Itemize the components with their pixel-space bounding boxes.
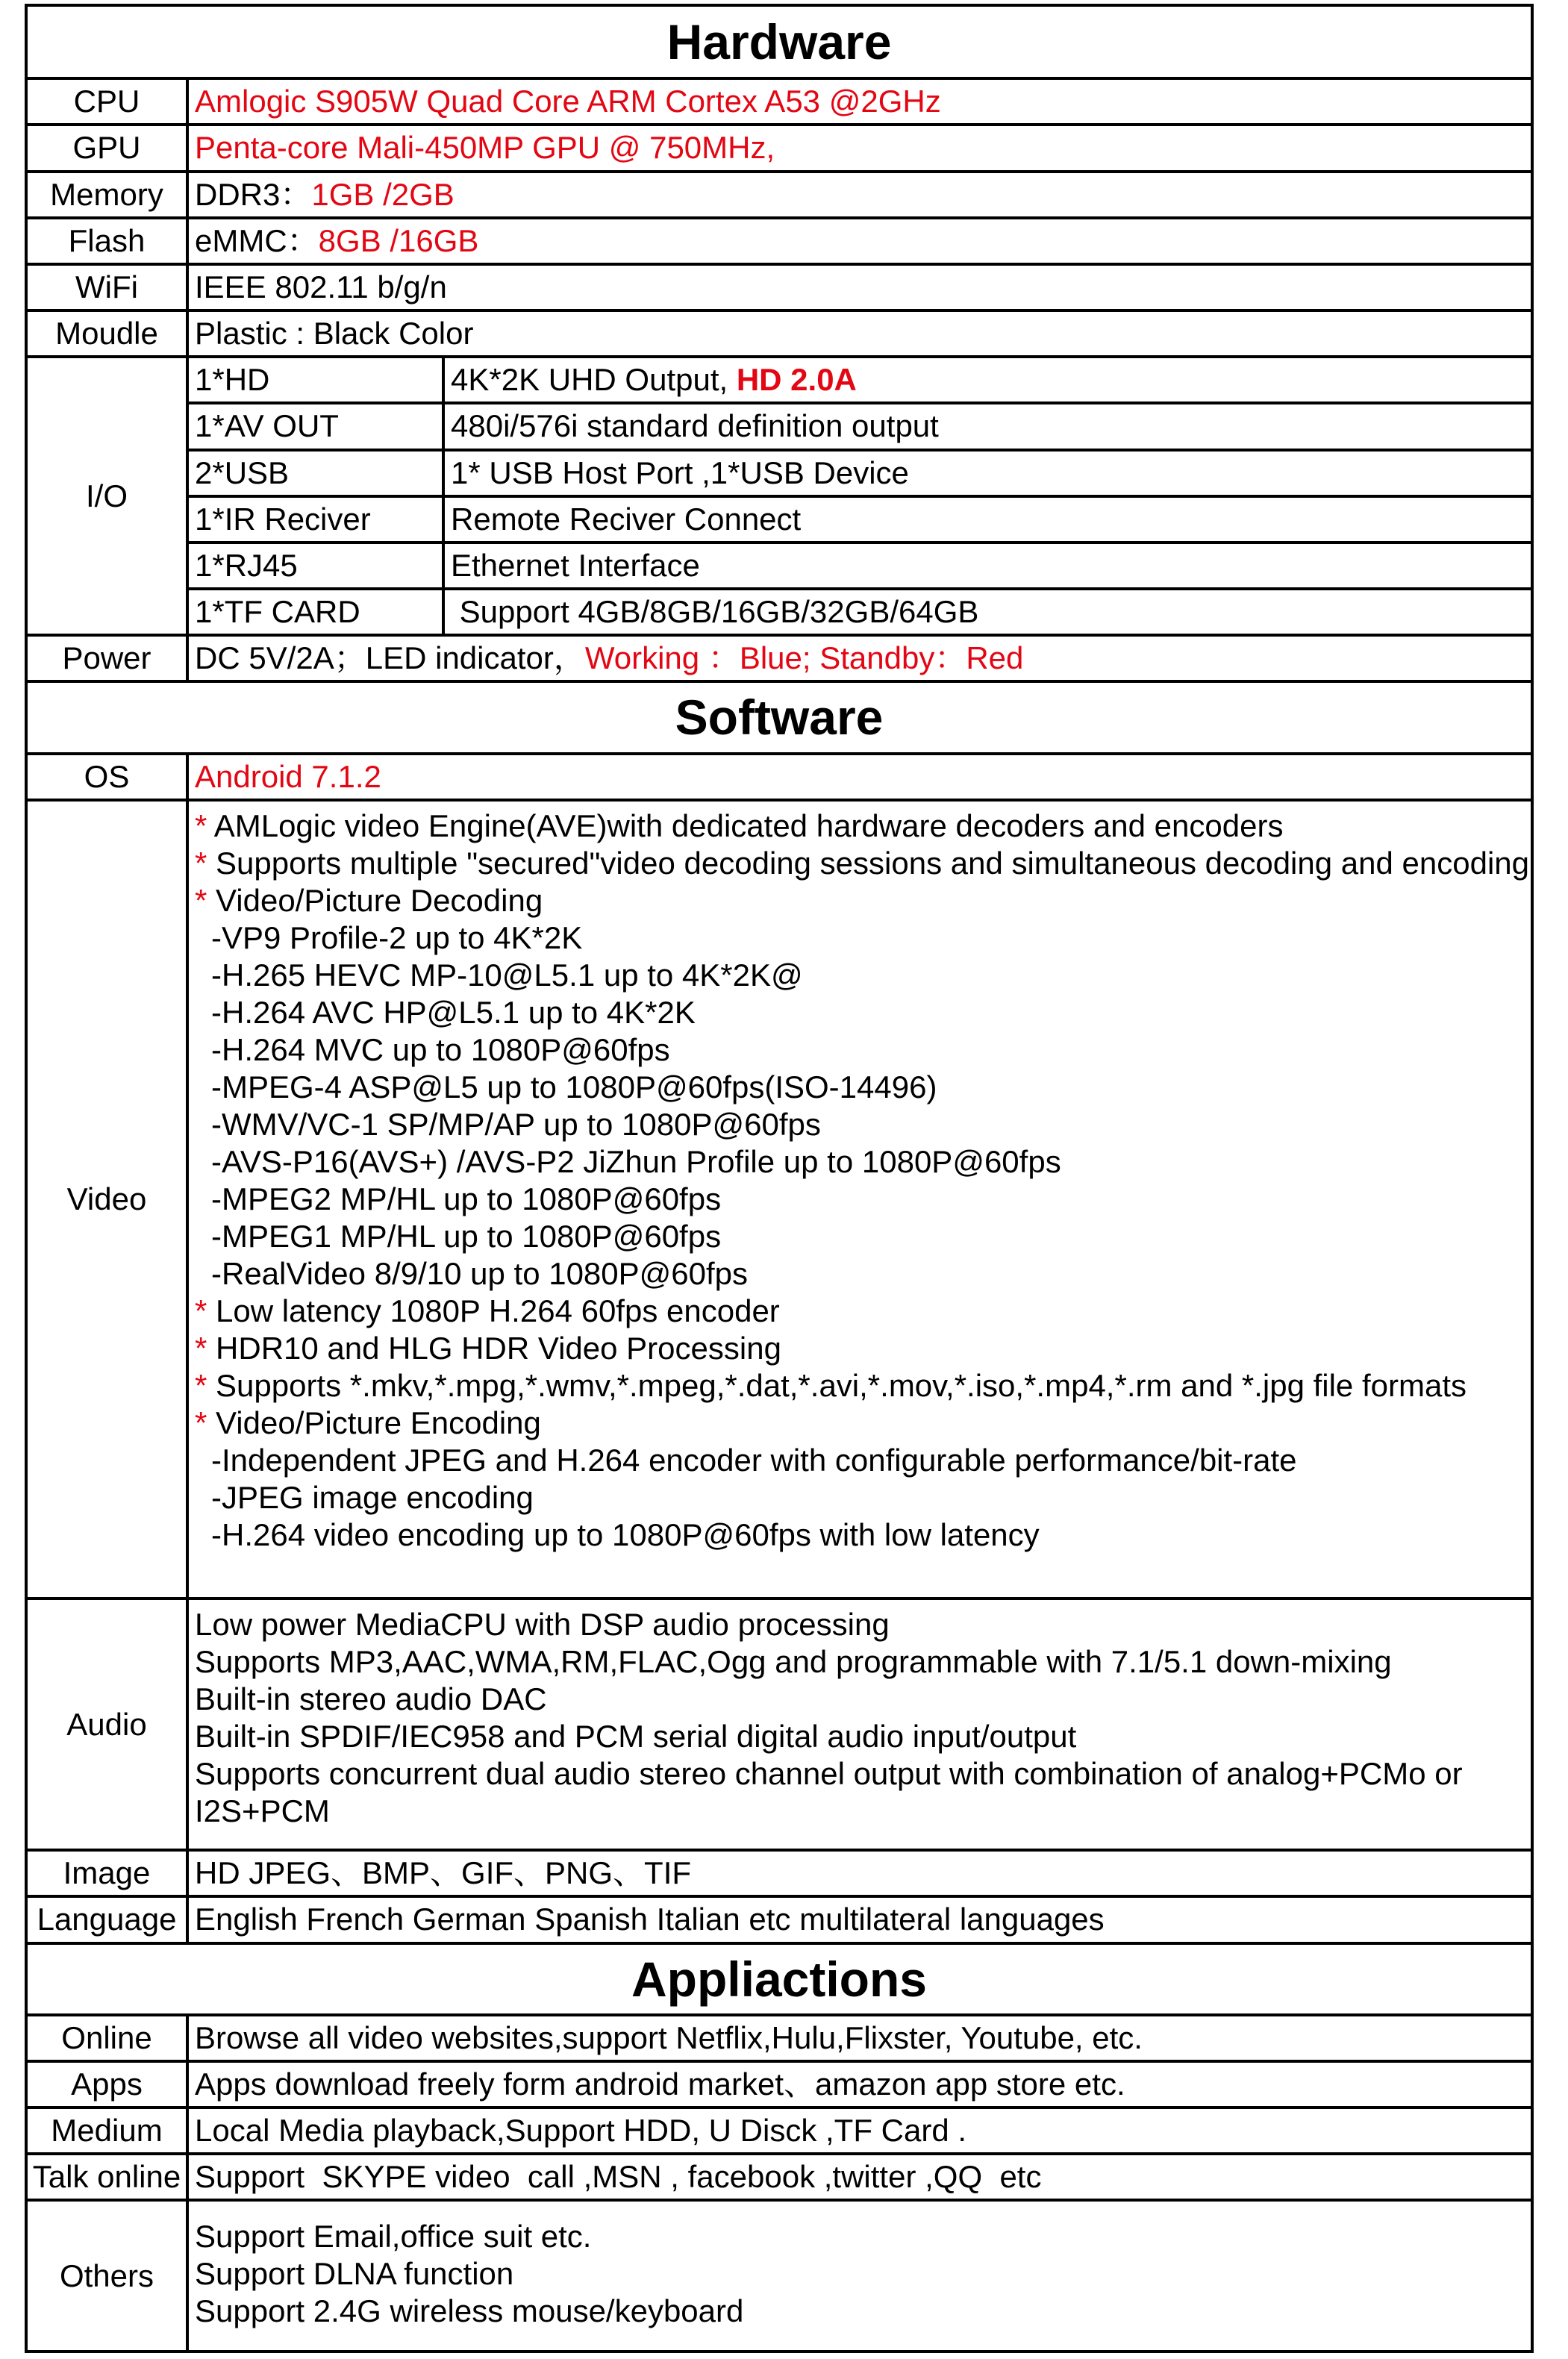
cpu-label: CPU (26, 78, 187, 125)
audio-label: Audio (26, 1599, 187, 1850)
image-value: HD JPEG、BMP、GIF、PNG、TIF (187, 1850, 1532, 1896)
applications-section-title: Appliactions (26, 1943, 1532, 2015)
bullet-star: * (195, 1405, 207, 1440)
video-features (187, 800, 1532, 1599)
memory-label: Memory (26, 172, 187, 218)
video-feature-item (195, 1367, 1531, 1405)
os-label: OS (26, 754, 187, 800)
io-desc-highlight: HD 2.0A (736, 362, 857, 398)
video-feature-item (195, 1405, 1531, 1442)
video-line-text: Low latency 1080P H.264 60fps encoder (207, 1293, 780, 1328)
others-label: Others (26, 2200, 187, 2352)
io-port: 1*TF CARD (187, 589, 443, 635)
audio-line: Built-in stereo audio DAC (195, 1681, 547, 1717)
video-codec-item (195, 1442, 1531, 1479)
language-value: English French German Spanish Italian etc multilateral languages (187, 1896, 1532, 1943)
others-features (187, 2200, 1532, 2352)
online-value: Browse all video websites,support Netflix,Hulu,Flixster, Youtube, etc. (187, 2015, 1532, 2061)
wifi-label: WiFi (26, 264, 187, 310)
io-port: 1*IR Reciver (187, 496, 443, 543)
video-codec-item (195, 1143, 1531, 1181)
bullet-star: * (195, 1367, 207, 1403)
others-line: Support DLNA function (195, 2256, 514, 2292)
video-line-text: Video/Picture Decoding (207, 882, 543, 918)
others-line: Support 2.4G wireless mouse/keyboard (195, 2293, 744, 2329)
bullet-star: * (195, 1293, 207, 1328)
video-codec-item (195, 1069, 1531, 1106)
apps-value: Apps download freely form android market、amazon app store etc. (187, 2061, 1532, 2108)
video-line-text: Supports multiple "secured"video decoding sessions and simultaneous decoding and encoding (207, 845, 1529, 881)
spec-table (25, 4, 1534, 2353)
audio-features (187, 1599, 1532, 1850)
io-desc: Support 4GB/8GB/16GB/32GB/64GB (443, 589, 1532, 635)
video-feature-item (195, 882, 1531, 919)
video-feature-item (195, 845, 1531, 882)
audio-line: Built-in SPDIF/IEC958 and PCM serial digital audio input/output (195, 1719, 1077, 1755)
video-feature-item (195, 807, 1531, 845)
bullet-star: * (195, 845, 207, 881)
video-codec-item (195, 1255, 1531, 1293)
audio-line: Supports MP3,AAC,WMA,RM,FLAC,Ogg and programmable with 7.1/5.1 down-mixing (195, 1644, 1392, 1680)
video-label: Video (26, 800, 187, 1599)
io-desc: 480i/576i standard definition output (443, 403, 1532, 449)
video-line-text: -Independent JPEG and H.264 encoder with configurable performance/bit-rate (211, 1442, 1297, 1478)
bullet-star: * (195, 1330, 207, 1366)
video-line-text: -MPEG-4 ASP@L5 up to 1080P@60fps(ISO-14496) (211, 1069, 937, 1104)
module-value: Plastic : Black Color (187, 310, 1532, 357)
audio-line: I2S+PCM (195, 1793, 330, 1829)
io-desc: 1* USB Host Port ,1*USB Device (443, 450, 1532, 496)
medium-label: Medium (26, 2108, 187, 2154)
video-codec-item (195, 1218, 1531, 1255)
video-line-text: -H.264 AVC HP@L5.1 up to 4K*2K (211, 994, 696, 1030)
software-section-title: Software (26, 681, 1532, 753)
flash-value-cell (187, 218, 1532, 264)
io-port: 1*RJ45 (187, 543, 443, 589)
cpu-value: Amlogic S905W Quad Core ARM Cortex A53 @2GHz (187, 78, 1532, 125)
io-desc: Remote Reciver Connect (443, 496, 1532, 543)
power-value: Working ：Blue; Standby：Red (584, 640, 1024, 676)
video-feature-item (195, 1293, 1531, 1330)
video-line-text: Video/Picture Encoding (207, 1405, 541, 1440)
gpu-value: Penta-core Mali-450MP GPU @ 750MHz, (187, 125, 1532, 171)
video-line-text: -WMV/VC-1 SP/MP/AP up to 1080P@60fps (211, 1106, 821, 1142)
io-desc-text: 4K*2K UHD Output, (451, 362, 737, 398)
module-label: Moudle (26, 310, 187, 357)
hardware-section-title: Hardware (26, 5, 1532, 78)
power-label: Power (26, 635, 187, 681)
video-line-text: AMLogic video Engine(AVE)with dedicated hardware decoders and encoders (207, 807, 1284, 843)
video-feature-item (195, 1330, 1531, 1367)
video-line-text: Supports *.mkv,*.mpg,*.wmv,*.mpeg,*.dat,*.avi,*.mov,*.iso,*.mp4,*.rm and *.jpg file formats (207, 1367, 1467, 1403)
bullet-star: * (195, 882, 207, 918)
video-codec-item (195, 957, 1531, 994)
apps-label: Apps (26, 2061, 187, 2108)
video-codec-item (195, 1516, 1531, 1554)
video-line-text: -H.265 HEVC MP-10@L5.1 up to 4K*2K@ (211, 957, 803, 993)
image-label: Image (26, 1850, 187, 1896)
video-codec-item (195, 1031, 1531, 1069)
video-line-text: -H.264 MVC up to 1080P@60fps (211, 1031, 670, 1067)
gpu-label: GPU (26, 125, 187, 171)
video-feature-list (195, 807, 1531, 1554)
language-label: Language (26, 1896, 187, 1943)
video-line-text: -JPEG image encoding (211, 1479, 534, 1515)
video-codec-item (195, 994, 1531, 1031)
video-line-text: -MPEG1 MP/HL up to 1080P@60fps (211, 1218, 722, 1254)
video-codec-item (195, 1479, 1531, 1516)
video-line-text: -AVS-P16(AVS+) /AVS-P2 JiZhun Profile up to 1080P@60fps (211, 1143, 1061, 1179)
power-value-cell (187, 635, 1532, 681)
memory-value: 1GB /2GB (311, 176, 455, 212)
flash-value: 8GB /16GB (318, 222, 479, 258)
power-prefix: DC 5V/2A；LED indicator， (195, 640, 585, 676)
wifi-value: IEEE 802.11 b/g/n (187, 264, 1532, 310)
memory-value-cell (187, 172, 1532, 218)
memory-prefix: DDR3： (195, 176, 312, 212)
video-line-text: -VP9 Profile-2 up to 4K*2K (211, 919, 583, 955)
talk-online-label: Talk online (26, 2154, 187, 2200)
talk-online-value: Support SKYPE video call ,MSN , facebook ,twitter ,QQ etc (187, 2154, 1532, 2200)
io-port: 1*AV OUT (187, 403, 443, 449)
video-codec-item (195, 919, 1531, 957)
others-line: Support Email,office suit etc. (195, 2219, 592, 2255)
video-line-text: -MPEG2 MP/HL up to 1080P@60fps (211, 1181, 722, 1216)
io-desc (443, 357, 1532, 403)
flash-label: Flash (26, 218, 187, 264)
video-codec-item (195, 1106, 1531, 1143)
video-line-text: -RealVideo 8/9/10 up to 1080P@60fps (211, 1255, 749, 1291)
video-line-text: HDR10 and HLG HDR Video Processing (207, 1330, 781, 1366)
video-line-text: -H.264 video encoding up to 1080P@60fps with low latency (211, 1516, 1040, 1552)
audio-line: Low power MediaCPU with DSP audio processing (195, 1607, 890, 1643)
flash-prefix: eMMC： (195, 222, 319, 258)
audio-line: Supports concurrent dual audio stereo channel output with combination of analog+PCMo or (195, 1756, 1463, 1792)
video-codec-item (195, 1181, 1531, 1218)
io-port: 1*HD (187, 357, 443, 403)
medium-value: Local Media playback,Support HDD, U Disck ,TF Card . (187, 2108, 1532, 2154)
io-port: 2*USB (187, 450, 443, 496)
bullet-star: * (195, 807, 207, 843)
online-label: Online (26, 2015, 187, 2061)
io-label: I/O (26, 357, 187, 635)
io-desc: Ethernet Interface (443, 543, 1532, 589)
os-value: Android 7.1.2 (187, 754, 1532, 800)
